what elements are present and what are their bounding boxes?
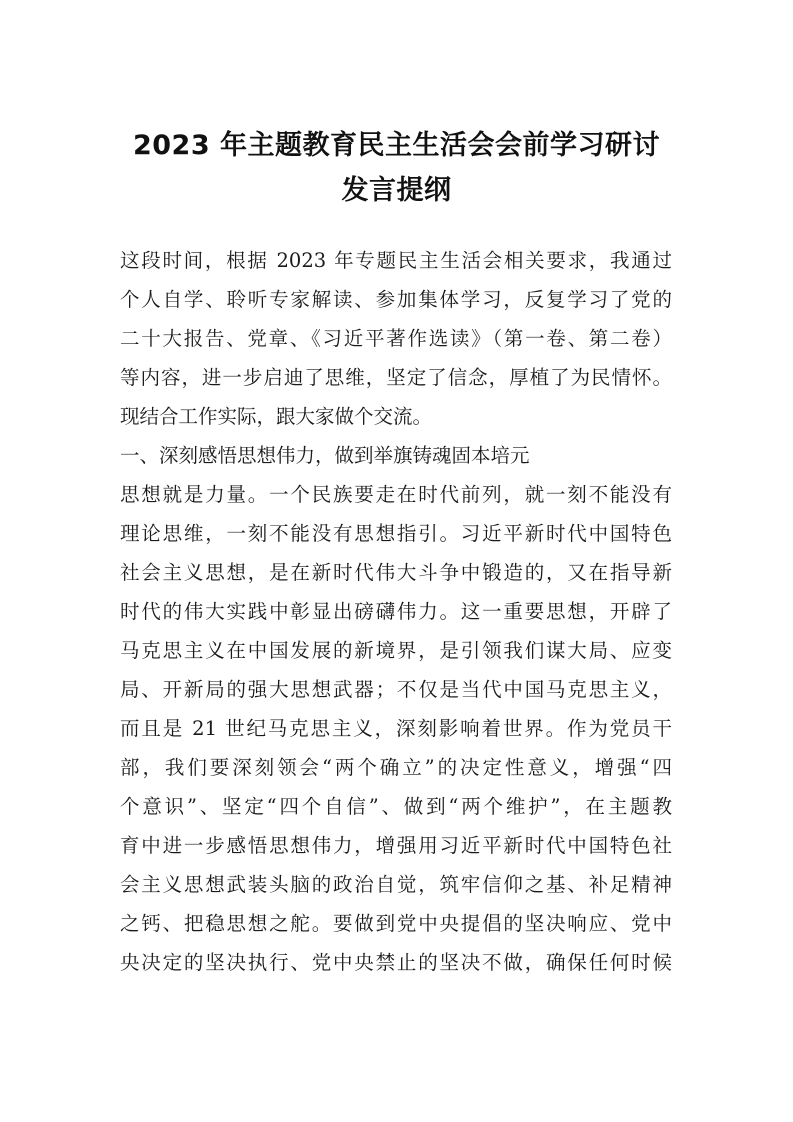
body-line: 而且是 21 世纪马克思主义，深刻影响着世界。作为党员干 bbox=[120, 717, 672, 740]
section-heading: 一、深刻感悟思想伟力，做到举旗铸魂固本培元 bbox=[120, 444, 530, 467]
body-line: 之钙、把稳思想之舵。要做到党中央提倡的坚决响应、党中 bbox=[120, 912, 672, 935]
intro-line: 等内容，进一步启迪了思维，坚定了信念，厚植了为民情怀。 bbox=[120, 366, 672, 389]
body-line: 个意识”、坚定“四个自信”、做到“两个维护”，在主题教 bbox=[120, 795, 672, 818]
intro-line: 这段时间，根据 2023 年专题民主生活会相关要求，我通过 bbox=[120, 249, 672, 272]
body-line: 社会主义思想，是在新时代伟大斗争中锻造的，又在指导新 bbox=[120, 561, 672, 584]
body-line: 部，我们要深刻领会“两个确立”的决定性意义，增强“四 bbox=[120, 756, 672, 779]
body-line: 育中进一步感悟思想伟力，增强用习近平新时代中国特色社 bbox=[120, 834, 672, 857]
intro-line: 现结合工作实际，跟大家做个交流。 bbox=[120, 405, 433, 428]
intro-line: 个人自学、聆听专家解读、参加集体学习，反复学习了党的 bbox=[120, 288, 672, 311]
document-title-line-1: 2023 年主题教育民主生活会会前学习研讨 bbox=[132, 130, 661, 161]
body-line: 时代的伟大实践中彰显出磅礴伟力。这一重要思想，开辟了 bbox=[120, 600, 672, 623]
document-title-line-2: 发言提纲 bbox=[341, 175, 452, 206]
intro-line: 二十大报告、党章、《习近平著作选读》（第一卷、第二卷） bbox=[120, 327, 672, 350]
body-line: 会主义思想武装头脑的政治自觉，筑牢信仰之基、补足精神 bbox=[120, 873, 672, 896]
body-line: 理论思维，一刻不能没有思想指引。习近平新时代中国特色 bbox=[120, 522, 672, 545]
body-line: 思想就是力量。一个民族要走在时代前列，就一刻不能没有 bbox=[120, 483, 672, 506]
body-line: 局、开新局的强大思想武器；不仅是当代中国马克思主义， bbox=[120, 678, 672, 701]
body-line: 马克思主义在中国发展的新境界，是引领我们谋大局、应变 bbox=[120, 639, 672, 662]
body-line: 央决定的坚决执行、党中央禁止的坚决不做，确保任何时候 bbox=[120, 951, 672, 974]
